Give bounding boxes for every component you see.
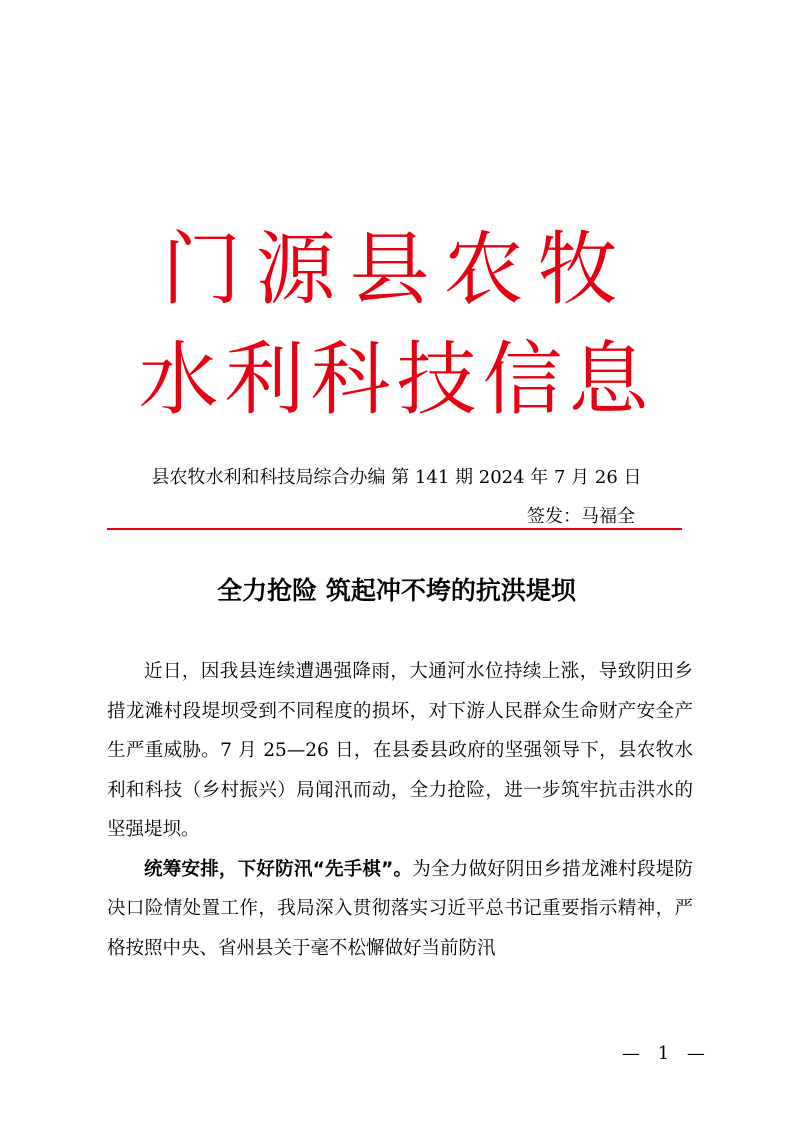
- article-body: [107, 652, 693, 968]
- masthead-line-2: 水利科技信息: [138, 333, 655, 426]
- paragraph-2-text: 为全力做好阴田乡措龙滩村段堤防决口险情处置工作，我局深入贯彻落实习近平总书记重要指示精神，严格按照中央、省州县关于毫不松懈做好当前防汛: [107, 858, 693, 959]
- page-number: — 1 —: [622, 1043, 711, 1064]
- issue-number: 第 141 期: [391, 467, 474, 488]
- red-divider: [107, 528, 682, 530]
- paragraph-1: 近日，因我县连续遭遇强降雨，大通河水位持续上涨，导致阴田乡措龙滩村段堤坝受到不同程度的损坏，对下游人民群众生命财产安全产生严重威胁。7 月 25—26 日，在县委县政府的坚强领导下，县农牧水利和科技（乡村振兴）局闻汛而动，全力抢险，进一步筑牢抗击洪水的坚强堤坝。: [107, 661, 693, 840]
- issue-date: 2024 年 7 月 26 日: [478, 467, 642, 488]
- paragraph-2-lead: 统筹安排，下好防汛“先手棋”。: [144, 858, 413, 880]
- article-title: 全力抢险 筑起冲不垮的抗洪堤坝: [217, 576, 576, 605]
- masthead-line-1: 门源县农牧: [161, 223, 632, 316]
- publisher: 县农牧水利和科技局综合办编: [151, 467, 386, 488]
- signer: 签发：马福全: [527, 506, 635, 527]
- paragraph-2: [107, 850, 693, 969]
- issue-info-line: [0, 464, 793, 492]
